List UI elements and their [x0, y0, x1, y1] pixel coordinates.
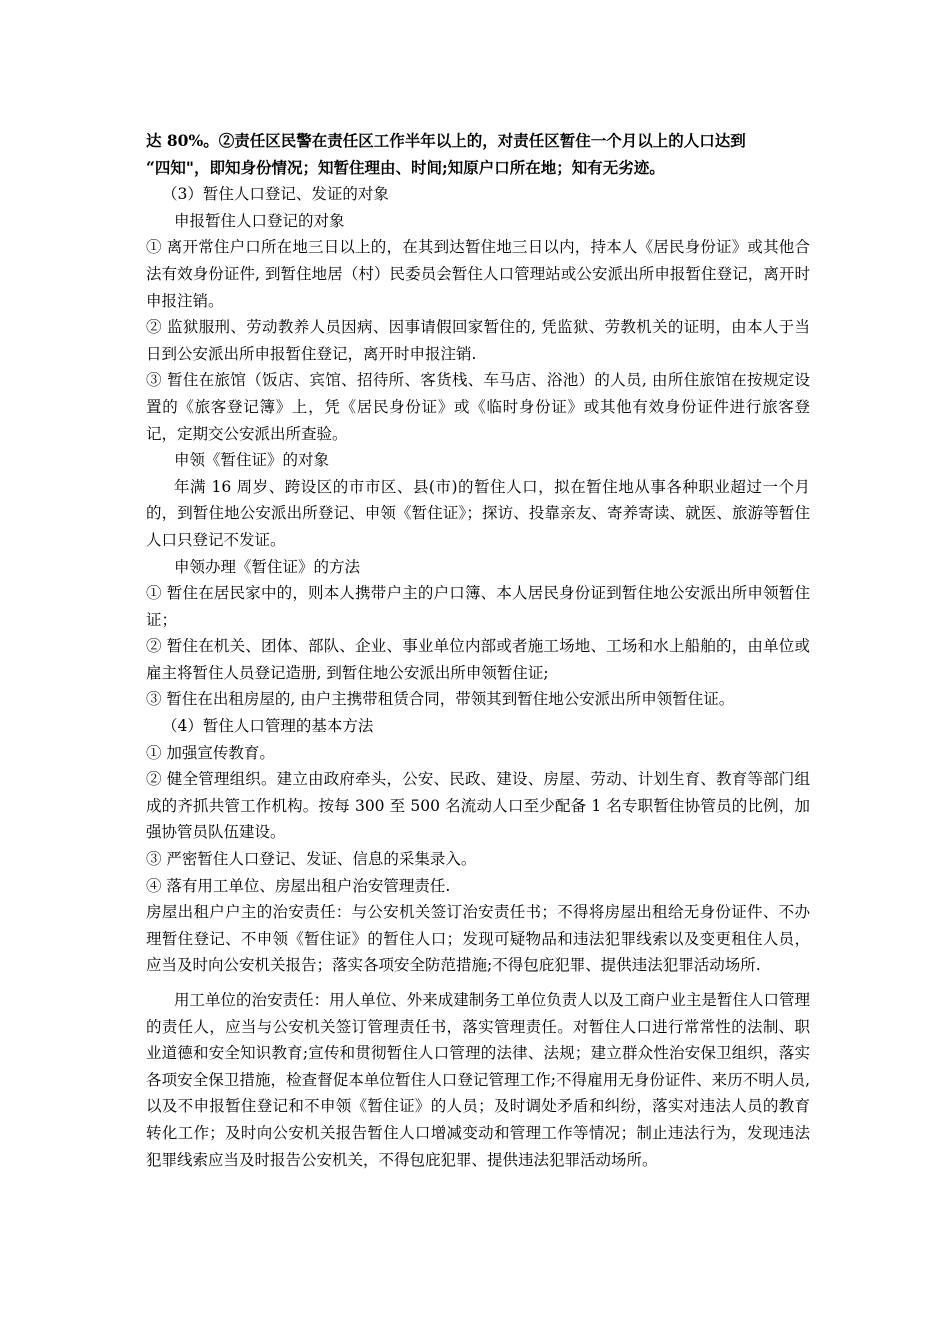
section-heading: （3）暂住人口登记、发证的对象 [162, 185, 389, 204]
paragraph: 用工单位的治安责任：用人单位、外来成建制务工单位负责人以及工商户业主是暂住人口管理的责任人，应当与公安机关签订管理责任书，落实管理责任。对暂住人口进行常常性的法制、职业道德和安全知识教育;宣传和贯彻暂住人口管理的法律、法规；建立群众性治安保卫组织，落实各项安全保卫措施，检查督促本单位暂住人口登记管理工作;不得雇用无身份证件、来历不明人员,以及不申报暂住登记和不申领《暂住证》的人员；及时调处矛盾和纠纷，落实对违法人员的教育转化工作；及时向公安机关报告暂住人口增减变动和管理工作等情况；制止违法行为，发现违法犯罪线索应当及时报告公安机关，不得包庇犯罪、提供违法犯罪活动场所。 [146, 991, 810, 1169]
list-item: ① 暂住在居民家中的，则本人携带户主的户口簿、本人居民身份证到暂住地公安派出所申领暂住证； [146, 584, 810, 629]
paragraph: “四知"，即知身份情况；知暂住理由、时间;知原户口所在地；知有无劣迹。 [146, 157, 665, 177]
list-item: ② 暂住在机关、团体、部队、企业、事业单位内部或者施工场地、工场和水上船舶的，由单位或雇主将暂住人员登记造册, 到暂住地公安派出所申领暂住证; [146, 637, 810, 682]
list-item: ① 加强宣传教育。 [146, 743, 275, 762]
list-item: ③ 暂住在旅馆（饭店、宾馆、招待所、客货栈、车马店、浴池）的人员, 由所住旅馆在按规定设置的《旅客登记簿》上，凭《居民身份证》或《临时身份证》或其他有效身份证件进行旅客登记，定期交公安派出所查验。 [146, 371, 810, 443]
list-item: ③ 严密暂住人口登记、发证、信息的采集录入。 [146, 850, 477, 869]
list-item: ④ 落有用工单位、房屋出租户治安管理责任. [146, 876, 451, 895]
section-heading: （4）暂住人口管理的基本方法 [162, 717, 374, 736]
subheading: 申领《暂住证》的对象 [174, 451, 330, 470]
paragraph: 年满 16 周岁、跨设区的市市区、县(市)的暂住人口，拟在暂住地从事各种职业超过一个月的，到暂住地公安派出所登记、申领《暂住证》；探访、投靠亲友、寄养寄读、就医、旅游等暂住人口只登记不发证。 [146, 477, 810, 549]
list-item: ② 健全管理组织。建立由政府牵头，公安、民政、建设、房屋、劳动、计划生育、教育等部门组成的齐抓共管工作机构。按每 300 至 500 名流动人口至少配备 1 名专职暂住协管员的比例，加强协管员队伍建设。 [146, 770, 810, 842]
paragraph: 达 80%。②责任区民警在责任区工作半年以上的，对责任区暂住一个月以上的人口达到 [146, 131, 746, 150]
list-item: ② 监狱服刑、劳动教养人员因病、因事请假回家暂住的, 凭监狱、劳教机关的证明，由本人于当日到公安派出所申报暂住登记，离开时申报注销. [146, 318, 810, 363]
subheading: 申领办理《暂住证》的方法 [174, 557, 361, 576]
paragraph: 房屋出租户户主的治安责任：与公安机关签订治安责任书；不得将房屋出租给无身份证件、不办理暂住登记、不申领《暂住证》的暂住人口；发现可疑物品和违法犯罪线索以及变更租住人员，应当及时向公安机关报告；落实各项安全防范措施;不得包庇犯罪、提供违法犯罪活动场所. [146, 903, 810, 975]
list-item: ① 离开常住户口所在地三日以上的，在其到达暂住地三日以内，持本人《居民身份证》或其他合法有效身份证件, 到暂住地居（村）民委员会暂住人口管理站或公安派出所申报暂住登记，离开时申报注销。 [146, 238, 810, 310]
subheading: 申报暂住人口登记的对象 [174, 211, 345, 230]
document-body [146, 128, 810, 1173]
list-item: ③ 暂住在出租房屋的, 由户主携带租赁合同，带领其到暂住地公安派出所申领暂住证。 [146, 690, 735, 709]
